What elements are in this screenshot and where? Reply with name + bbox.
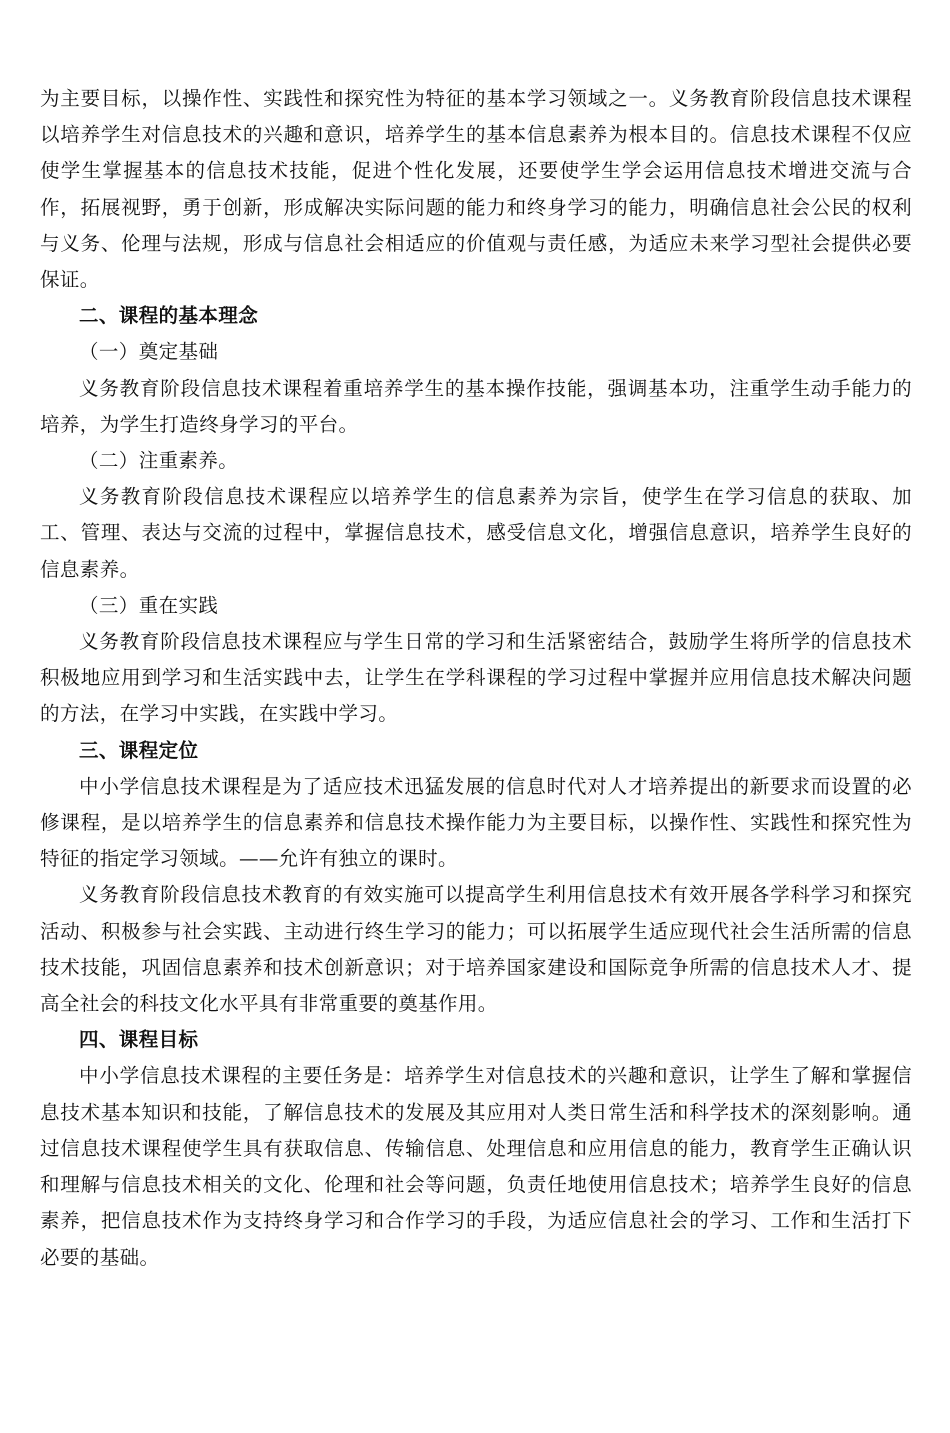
subheading-lay-foundation: （一）奠定基础 bbox=[79, 340, 219, 364]
subheading-emphasis-practice: （三）重在实践 bbox=[79, 593, 219, 617]
paragraph-course-positioning-1: 中小学信息技术课程是为了适应技术迅猛发展的信息时代对人才培养提出的新要求而设置的必修课程，是以培养学生的信息素养和信息技术操作能力为主要目标，以操作性、实践性和探究性为特征的指定学习领域。——允许有独立的课时。 bbox=[40, 774, 912, 871]
paragraph-course-positioning-2: 义务教育阶段信息技术教育的有效实施可以提高学生利用信息技术有效开展各学科学习和探究活动、积极参与社会实践、主动进行终生学习的能力；可以拓展学生适应现代社会生活所需的信息技术技能，巩固信息素养和技术创新意识；对于培养国家建设和国际竞争所需的信息技术人才、提高全社会的科技文化水平具有非常重要的奠基作用。 bbox=[40, 883, 912, 1016]
document-page bbox=[40, 81, 912, 1276]
section-heading-course-goals: 四、课程目标 bbox=[79, 1028, 199, 1052]
paragraph-lay-foundation: 义务教育阶段信息技术课程着重培养学生的基本操作技能，强调基本功，注重学生动手能力的培养，为学生打造终身学习的平台。 bbox=[40, 376, 912, 436]
paragraph-focus-literacy: 义务教育阶段信息技术课程应以培养学生的信息素养为宗旨，使学生在学习信息的获取、加工、管理、表达与交流的过程中，掌握信息技术，感受信息文化，增强信息意识，培养学生良好的信息素养。 bbox=[40, 485, 912, 581]
paragraph-emphasis-practice: 义务教育阶段信息技术课程应与学生日常的学习和生活紧密结合，鼓励学生将所学的信息技术积极地应用到学习和生活实践中去，让学生在学科课程的学习过程中掌握并应用信息技术解决问题的方法，在学习中实践，在实践中学习。 bbox=[40, 630, 912, 726]
section-heading-basic-concepts: 二、课程的基本理念 bbox=[79, 304, 259, 328]
section-heading-course-positioning: 三、课程定位 bbox=[79, 738, 199, 762]
subheading-focus-literacy: （二）注重素养。 bbox=[79, 449, 239, 473]
paragraph-course-goals: 中小学信息技术课程的主要任务是：培养学生对信息技术的兴趣和意识，让学生了解和掌握信息技术基本知识和技能，了解信息技术的发展及其应用对人类日常生活和科学技术的深刻影响。通过信息技术课程使学生具有获取信息、传输信息、处理信息和应用信息的能力，教育学生正确认识和理解与信息技术相关的文化、伦理和社会等问题，负责任地使用信息技术；培养学生良好的信息素养，把信息技术作为支持终身学习和合作学习的手段，为适应信息社会的学习、工作和生活打下必要的基础。 bbox=[40, 1064, 912, 1269]
paragraph-intro-continued: 为主要目标，以操作性、实践性和探究性为特征的基本学习领域之一。义务教育阶段信息技术课程以培养学生对信息技术的兴趣和意识，培养学生的基本信息素养为根本目的。信息技术课程不仅应使学生掌握基本的信息技术技能，促进个性化发展，还要使学生学会运用信息技术增进交流与合作，拓展视野，勇于创新，形成解决实际问题的能力和终身学习的能力，明确信息社会公民的权利与义务、伦理与法规，形成与信息社会相适应的价值观与责任感，为适应未来学习型社会提供必要保证。 bbox=[40, 87, 912, 292]
